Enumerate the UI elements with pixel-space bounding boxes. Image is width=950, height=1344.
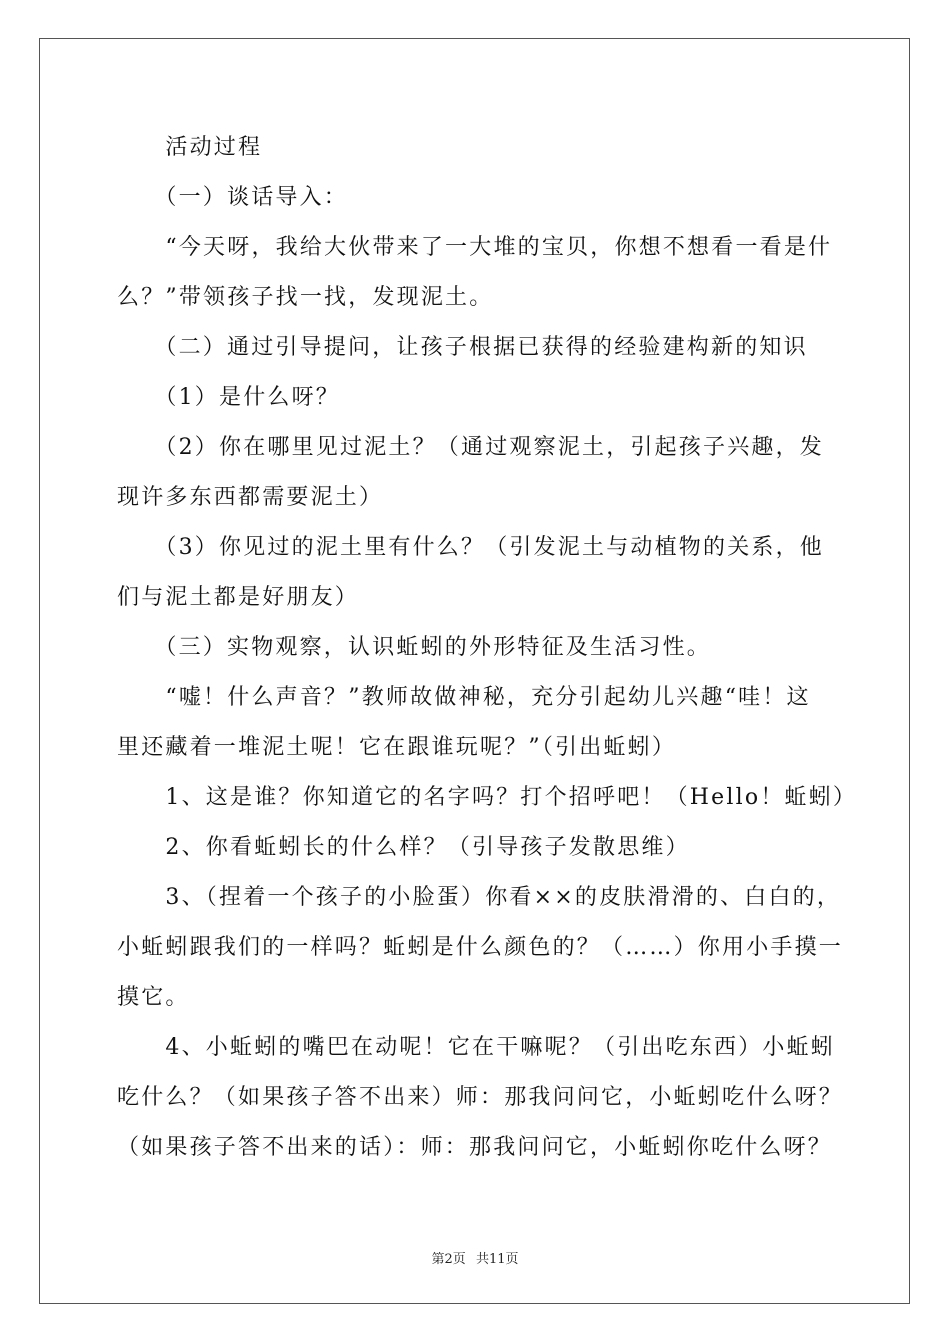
paragraph-line: 里还藏着一堆泥土呢！它在跟谁玩呢？”（引出蚯蚓） — [117, 735, 677, 760]
paragraph-line: 么？”带领孩子找一找，发现泥土。 — [117, 285, 494, 310]
paragraph-line: （如果孩子答不出来的话）：师：那我问问它，小蚯蚓你吃什么呀？ — [117, 1135, 833, 1160]
paragraph-line: （二）通过引导提问，让孩子根据已获得的经验建构新的知识 — [117, 335, 808, 360]
paragraph-line: （3）你见过的泥土里有什么？（引发泥土与动植物的关系，他 — [117, 535, 824, 560]
paragraph-line: 小蚯蚓跟我们的一样吗？蚯蚓是什么颜色的？（……）你用小手摸一 — [117, 935, 844, 960]
paragraph-line: 4、小蚯蚓的嘴巴在动呢！它在干嘛呢？（引出吃东西）小蚯蚓 — [117, 1035, 835, 1060]
paragraph-line: 摸它。 — [117, 985, 190, 1010]
paragraph-line: 3、（捏着一个孩子的小脸蛋）你看××的皮肤滑滑的、白白的， — [117, 885, 842, 910]
paragraph-line: “嘘！什么声音？”教师故做神秘，充分引起幼儿兴趣“哇！这 — [117, 685, 811, 710]
page-total: 共11页 — [475, 1252, 519, 1267]
paragraph-line: （三）实物观察，认识蚯蚓的外形特征及生活习性。 — [117, 635, 712, 660]
paragraph-line: （一）谈话导入： — [117, 185, 349, 210]
paragraph-line: 2、你看蚯蚓长的什么样？（引导孩子发散思维） — [117, 835, 690, 860]
paragraph-line: （1）是什么呀？ — [117, 385, 340, 410]
page-number: 第2页 — [431, 1252, 466, 1267]
section-heading: 活动过程 — [117, 135, 263, 160]
page-border — [39, 38, 910, 1304]
paragraph-line: 吃什么？（如果孩子答不出来）师：那我问问它，小蚯蚓吃什么呀？ — [117, 1085, 844, 1110]
paragraph-line: 现许多东西都需要泥土） — [117, 485, 384, 510]
paragraph-line: 1、这是谁？你知道它的名字吗？打个招呼吧！（Hello！蚯蚓） — [117, 785, 858, 810]
page-footer — [0, 1248, 950, 1267]
paragraph-line: 们与泥土都是好朋友） — [117, 585, 360, 610]
paragraph-line: （2）你在哪里见过泥土？（通过观察泥土，引起孩子兴趣，发 — [117, 435, 824, 460]
paragraph-line: “今天呀，我给大伙带来了一大堆的宝贝，你想不想看一看是什 — [117, 235, 833, 260]
